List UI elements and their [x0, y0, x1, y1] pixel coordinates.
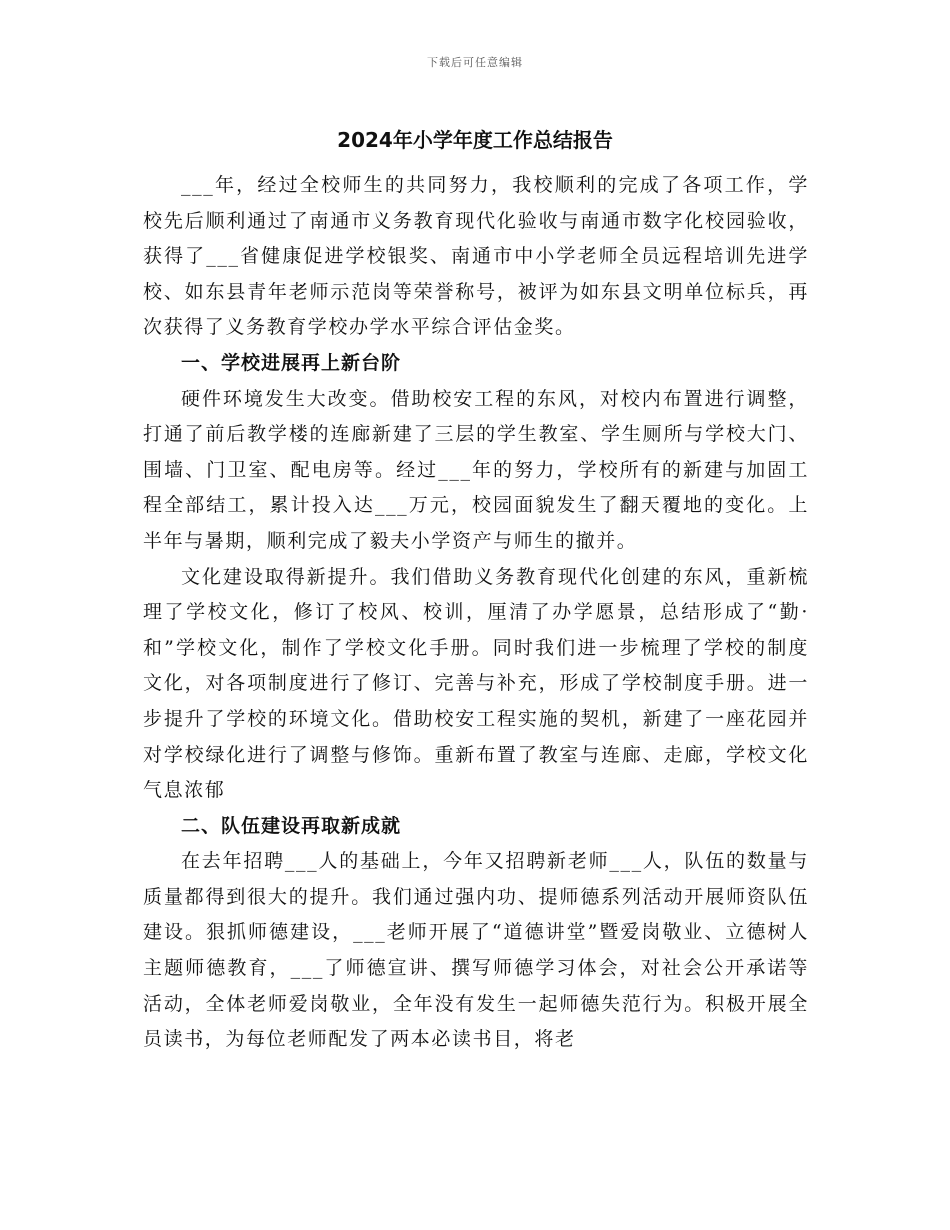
section-heading-1: 一、学校进展再上新台阶	[181, 351, 402, 374]
intro-paragraph: ___年，经过全校师生的共同努力，我校顺利的完成了各项工作，学校先后顺利通过了南通市义务教育现代化验收与南通市数字化校园验收，获得了___省健康促进学校银奖、南通市中小学老师全员远程培训先进学校、如东县青年老师示范岗等荣誉称号，被评为如东县文明单位标兵，再次获得了义务教育学校办学水平综合评估金奖。	[143, 174, 809, 339]
document-body	[143, 168, 809, 1058]
document-title: 2024年小学年度工作总结报告	[337, 128, 613, 152]
paragraph-hardware: 硬件环境发生大改变。借助校安工程的东风，对校内布置进行调整，打通了前后教学楼的连廊新建了三层的学生教室、学生厕所与学校大门、围墙、门卫室、配电房等。经过___年的努力，学校所有的新建与加固工程全部结工，累计投入达___万元，校园面貌发生了翻天覆地的变化。上半年与暑期，顺利完成了毅夫小学资产与师生的撤并。	[143, 387, 809, 552]
section-heading-2: 二、队伍建设再取新成就	[181, 814, 402, 837]
header-note: 下载后可任意编辑	[427, 56, 523, 69]
paragraph-culture: 文化建设取得新提升。我们借助义务教育现代化创建的东风，重新梳理了学校文化，修订了校风、校训，厘清了办学愿景，总结形成了“勤·和”学校文化，制作了学校文化手册。同时我们进一步梳理了学校的制度文化，对各项制度进行了修订、完善与补充，形成了学校制度手册。进一步提升了学校的环境文化。借助校安工程实施的契机，新建了一座花园并对学校绿化进行了调整与修饰。重新布置了教室与连廊、走廊，学校文化气息浓郁	[143, 565, 809, 802]
paragraph-staff: 在去年招聘___人的基础上，今年又招聘新老师___人，队伍的数量与质量都得到很大的提升。我们通过强内功、提师德系列活动开展师资队伍建设。狠抓师德建设，___老师开展了“道德讲堂”暨爱岗敬业、立德树人主题师德教育，___了师德宣讲、撰写师德学习体会，对社会公开承诺等活动，全体老师爱岗敬业，全年没有发生一起师德失范行为。积极开展全员读书，为每位老师配发了两本必读书目，将老	[143, 850, 809, 1051]
